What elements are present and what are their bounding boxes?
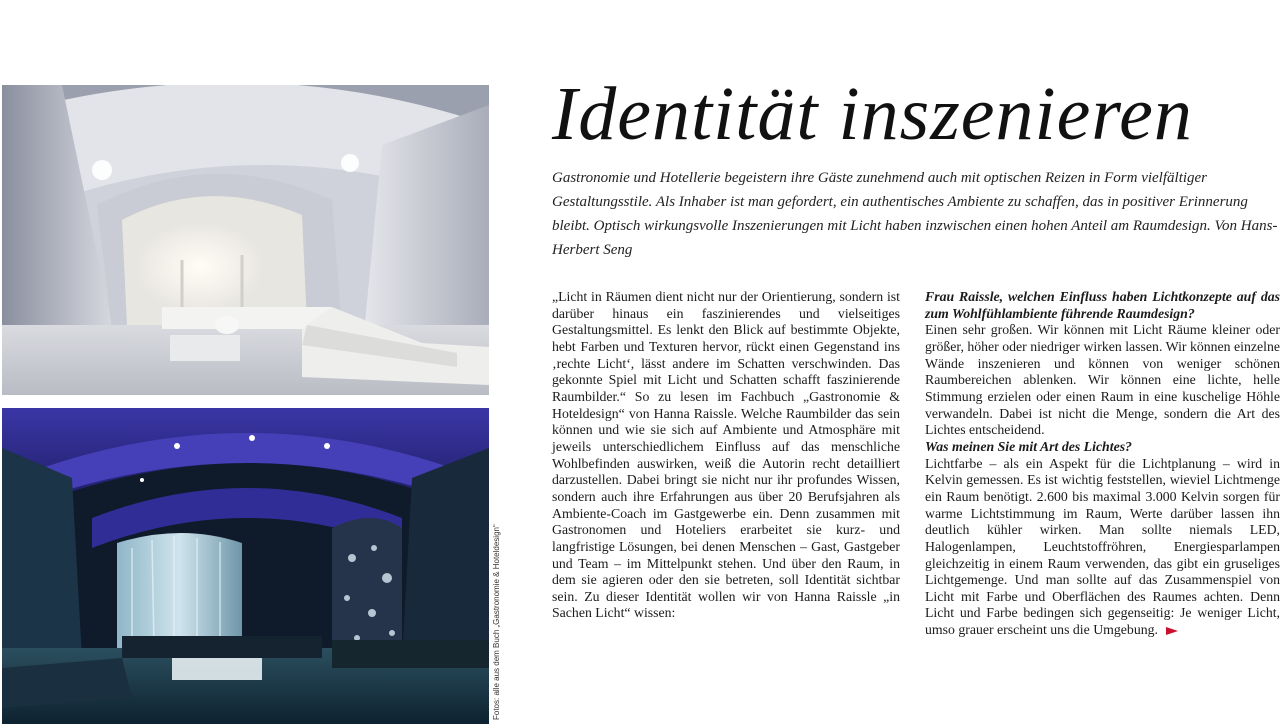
photo-credit: Fotos: alle aus dem Buch „Gastronomie & Hoteldesign“ [492, 524, 501, 720]
article-lead: Gastronomie und Hotellerie begeistern ihre Gäste zunehmend auch mit optischen Reizen in Form vielfältiger Gestaltungsstile. Als Inhaber ist man gefordert, ein authentisches Ambiente zu schaffen, das in positiver Erinnerung bleibt. Optisch wirkungsvolle Inszenierungen mit Licht haben inzwischen einen hohen Anteil am Raumdesign. Von Hans-Herbert Seng [552, 170, 1278, 258]
lounge-photo-blue [2, 408, 489, 724]
white-vaulted-room-image [2, 85, 489, 395]
interview-question: Was meinen Sie mit Art des Lichtes? [925, 438, 1132, 454]
continue-arrow-icon [1166, 627, 1178, 635]
blue-vaulted-lounge-image [2, 408, 489, 724]
lounge-photo-white [2, 85, 489, 395]
interview-answer-text: Lichtfarbe – als ein Aspekt für die Lichtplanung – wird in Kelvin gemessen. Es ist wichtig feststellen, wieviel Lichtmenge ein Raum benötigt. 2.600 bis maximal 3.000 Kelvin sorgen für warme Lichtstimmung im Raum, Werte darüber lassen ihn deutlich kühler wirken. Man sollte niemals LED, Halogenlampen, Leuchtstoffröhren, Energiesparlampen gleichzeitig in einem Raum verwenden, das gibt ein gruseliges Lichtgemenge. Und man sollte auf das Zusammenspiel von Licht mit Farbe und Oberflächen des Raumes achten. Denn Licht und Farbe bedingen sich gegenseitig: Je weniger Licht, umso grauer erscheint uns die Umgebung. [925, 455, 1280, 638]
article-column-right [925, 289, 1280, 639]
article-headline: Identität inszenieren [552, 72, 1193, 156]
body-paragraph: „Licht in Räumen dient nicht nur der Orientierung, sondern ist darüber hinaus ein faszinierendes und vielseitiges Gestaltungsmittel. Es lenkt den Blick auf bestimmte Objekte, hebt Farben und Texturen hervor, rückt einen Gegenstand ins ‚rechte Licht‘, lässt andere im Schatten verschwinden. Das gekonnte Spiel mit Licht und Schatten schafft faszinierende Raumbilder.“ So zu lesen im Fachbuch „Gastronomie & Hoteldesign“ von Hanna Raissle. Welche Raumbilder das sein können und wie sie sich auf Ambiente und Atmosphäre mit jeweils unterschiedlichem Einfluss auf das menschliche Wohlbefinden auswirken, weiß die Autorin recht detailliert darzustellen. Dabei bringt sie nicht nur ihr profundes Wissen, sondern auch ihre Erfahrungen aus über 20 Berufsjahren als Ambiente-Coach im Gastgewerbe ein. Denn zusammen mit Gastronomen und Hoteliers erarbeitet sie kurz- und langfristige Lösungen, bei denen Menschen – Gast, Gastgeber und Team – im Mittelpunkt stehen. Und über den Raum, in dem sie agieren oder den sie betreten, soll Identität sichtbar sein. Zu dieser Identität wollen wir von Hanna Raissle „in Sachen Licht“ wissen: [552, 289, 900, 621]
article-column-left [552, 289, 900, 622]
interview-question: Frau Raissle, welchen Einfluss haben Lichtkonzepte auf das zum Wohlfühlambiente führende Raumdesign? [925, 289, 1280, 321]
interview-answer [925, 456, 1280, 639]
interview-answer: Einen sehr großen. Wir können mit Licht Räume kleiner oder größer, höher oder niedriger wirken lassen. Wir können einzelne Wände inszenieren und können von weniger schönen Raumbereichen ablenken. Wir können eine lichte, helle Stimmung erzielen oder einen Raum in eine kuschelige Höhle verwandeln. Dabei ist nicht die Menge, sondern die Art des Lichtes entscheidend. [925, 322, 1280, 438]
